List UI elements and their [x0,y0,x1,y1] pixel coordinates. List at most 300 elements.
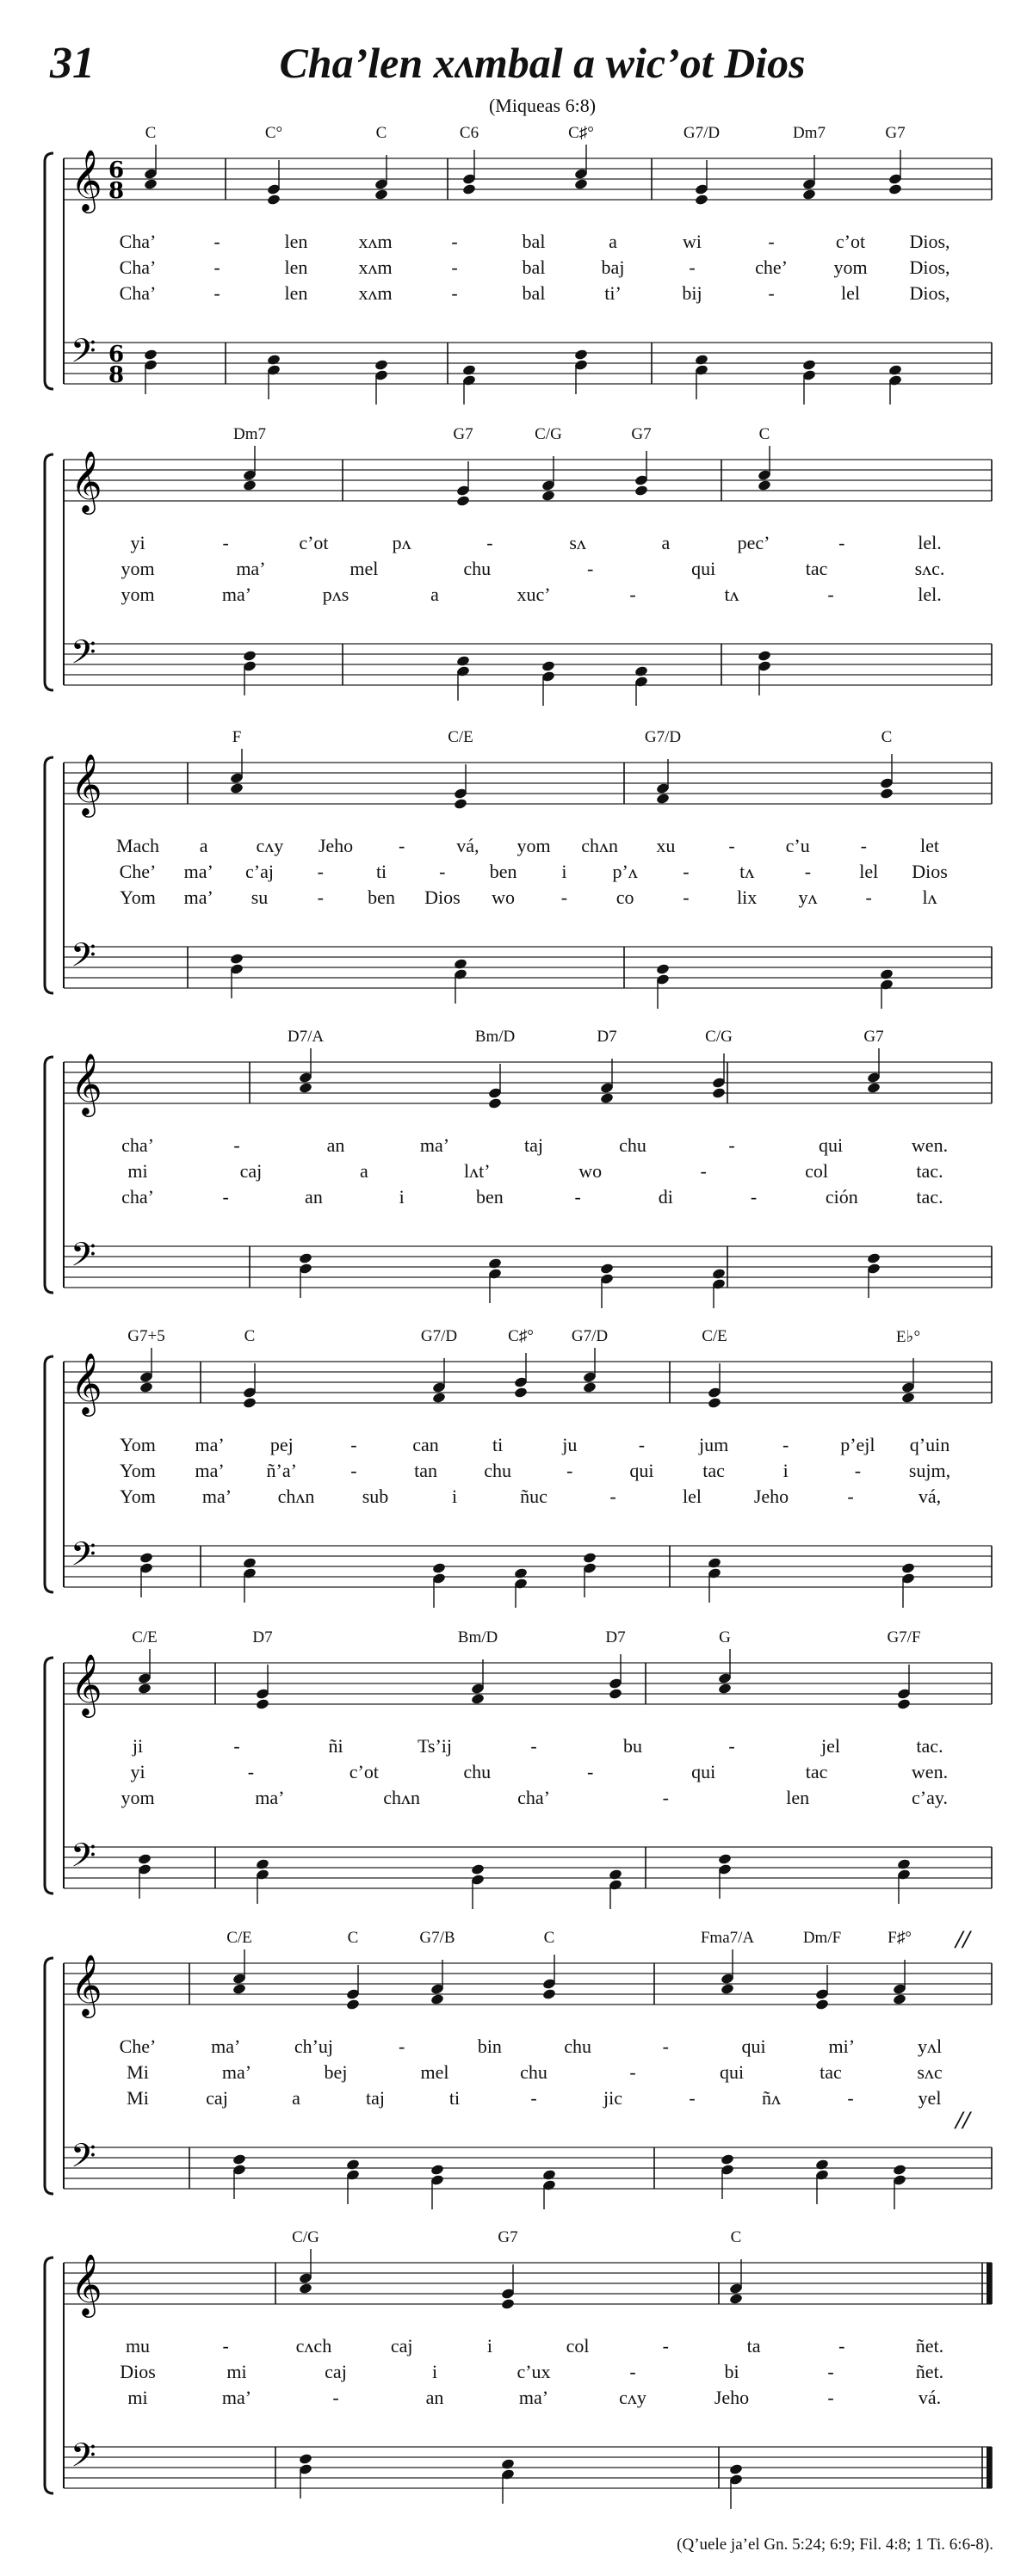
lyric-syllable: Yom [120,1460,156,1481]
lyric-syllable: ma’ [221,2061,252,2083]
lyric-syllable: wo [578,1160,603,1182]
bass-clef-icon: 𝄢 [71,633,96,679]
lyric-syllable: ji [132,1735,144,1757]
bass-note-head [542,2169,557,2181]
lyric-syllable: - [689,256,696,278]
lyric-syllable: wi [683,231,702,252]
lyric-syllable: i [561,861,567,882]
lyric-syllable: a [359,1160,368,1182]
bass-note-head [600,1263,615,1275]
lyric-syllable: qui [719,2061,745,2083]
bass-note-head [583,1552,597,1564]
lyric-syllable: cha’ [517,1787,550,1808]
lyric-syllable: Che’ [119,2035,157,2057]
bass-note-head [802,359,817,371]
lyric-syllable: vá. [918,2387,942,2408]
treble-note-head [243,1397,257,1409]
bass-note-head [712,1268,727,1280]
lyric-syllable: xuc’ [516,584,551,605]
lyric-syllable: - [689,2087,696,2109]
treble-clef-icon: 𝄞 [71,1351,102,1414]
lyric-syllable: ñet. [915,2361,944,2382]
bass-note-head [256,1858,270,1870]
lyric-syllable: i [782,1460,789,1481]
lyric-syllable: jum [698,1434,729,1455]
chord-symbol: F [232,728,242,746]
lyric-syllable: c’ot [835,231,866,252]
lyric-syllable: - [398,2035,405,2057]
chord-symbol: E♭° [895,1328,921,1346]
lyric-syllable: bal [522,282,546,304]
lyric-syllable: pʌs [322,584,349,605]
treble-note-head [729,2293,744,2305]
lyric-syllable: Cha’ [119,282,157,304]
treble-note-head [600,1092,615,1104]
chord-symbol: G7 [453,425,473,443]
lyric-syllable: len [284,231,308,252]
lyric-syllable: Che’ [119,861,157,882]
lyric-syllable: lel. [918,532,942,553]
bass-note-head [230,953,244,965]
treble-note-head [501,2298,516,2310]
lyric-syllable: a [292,2087,300,2109]
lyric-syllable: - [247,1761,255,1782]
lyric-syllable: c’u [785,835,810,856]
music-system [0,725,1033,1009]
bass-note-head [488,1257,503,1269]
lyric-syllable: ben [368,886,395,908]
lyric-syllable: Jeho [318,835,354,856]
lyric-syllable: c’ux [516,2361,551,2382]
bass-note-head [867,1252,881,1264]
bass-note-head [574,349,589,361]
lyric-syllable: - [750,1186,758,1208]
lyric-syllable: chu [619,1134,646,1156]
lyric-syllable: - [213,231,220,252]
lyric-syllable: - [451,256,458,278]
treble-note-head [230,782,244,794]
lyric-syllable: vá, [456,835,479,856]
lyric-syllable: p’ejl [840,1434,875,1455]
lyric-verse-1 [0,231,1033,255]
caesura-mark: // [956,1925,970,1954]
lyric-syllable: c’ot [299,532,329,553]
music-system [0,1324,1033,1608]
lyric-syllable: pʌ [392,532,411,553]
bass-note-head [299,1252,313,1264]
lyric-syllable: - [662,1787,669,1808]
lyric-syllable: - [574,1186,581,1208]
lyric-syllable: Yom [120,886,156,908]
lyric-syllable: co [615,886,634,908]
bass-note-head [815,2159,830,2171]
lyric-verse-3 [0,2387,1033,2411]
chord-symbol: G [719,1628,731,1646]
lyric-syllable: - [332,2387,339,2408]
treble-note-head [432,1392,447,1404]
lyric-syllable: cʌy [256,835,284,856]
chord-symbol: C/E [132,1628,158,1646]
music-system [0,1625,1033,1909]
lyric-syllable: - [560,886,568,908]
lyric-syllable: ma’ [211,2035,241,2057]
music-system [0,1024,1033,1308]
treble-clef-icon: 𝄞 [71,1052,102,1115]
lyric-syllable: - [854,1460,862,1481]
bass-note-head [758,650,772,662]
lyric-syllable: cha’ [121,1134,154,1156]
music-system [0,2225,1033,2509]
treble-clef-icon: 𝄞 [71,148,102,211]
lyric-syllable: col [805,1160,829,1182]
chord-symbol: C [347,1929,359,1947]
lyric-syllable: ma’ [195,1460,225,1481]
lyric-syllable: chʌn [277,1486,315,1507]
treble-clef-icon: 𝄞 [71,449,102,512]
lyric-syllable: cʌch [295,2335,332,2357]
lyric-syllable: let [920,835,939,856]
lyric-syllable: - [700,1160,707,1182]
music-system [0,120,1033,405]
lyric-syllable: chʌn [383,1787,421,1808]
time-signature-top: 6 [108,158,125,183]
lyric-syllable: i [451,1486,458,1507]
lyric-syllable: bej [324,2061,348,2083]
lyric-syllable: ti [492,1434,504,1455]
treble-note-head [656,793,671,805]
lyric-syllable: - [768,231,775,252]
chord-symbol: D7 [252,1628,273,1646]
lyric-syllable: yel [918,2087,942,2109]
lyric-syllable: yi [130,1761,145,1782]
lyric-syllable: ch’uj [294,2035,334,2057]
chord-symbol: G7/D [644,728,682,746]
treble-note-head [346,1998,361,2011]
time-signature-bottom: 8 [108,362,125,388]
treble-note-head [708,1397,722,1409]
lyric-syllable: - [728,1134,735,1156]
lyric-syllable: - [638,1434,646,1455]
lyric-syllable: ma’ [221,584,252,605]
chord-symbol: C/E [702,1327,727,1345]
treble-clef-icon: 𝄞 [71,2252,102,2315]
treble-note-head [718,1683,733,1695]
bass-note-head [454,958,468,970]
bass-clef-icon: 𝄢 [71,2436,96,2482]
bass-note-head [729,2463,744,2475]
treble-note-head [462,183,477,195]
lyric-syllable: ju [562,1434,578,1455]
lyric-syllable: ti’ [604,282,622,304]
lyric-syllable: Dios [912,861,948,882]
lyric-syllable: Dios [120,2361,156,2382]
bass-note-head [501,2458,516,2470]
lyric-syllable: chʌn [581,835,619,856]
lyric-syllable: ti [448,2087,461,2109]
lyric-syllable: ñet. [915,2335,944,2357]
lyric-syllable: - [439,861,446,882]
lyric-syllable: Mi [127,2087,149,2109]
lyric-syllable: caj [390,2335,413,2357]
lyric-syllable: - [683,861,690,882]
chord-symbol: C♯° [508,1327,534,1345]
lyric-syllable: Yom [120,1486,156,1507]
bass-note-head [243,1557,257,1569]
treble-note-head [471,1693,486,1705]
lyric-syllable: wen. [911,1134,949,1156]
caesura-mark: // [956,2106,970,2134]
chord-symbol: G7 [885,124,906,142]
lyric-syllable: Yom [120,1434,156,1455]
lyric-syllable: caj [325,2361,347,2382]
lyric-syllable: ben [475,1186,504,1208]
treble-note-head [867,1082,881,1094]
treble-note-head [144,178,158,190]
lyric-verse-1 [0,835,1033,859]
bass-clef-icon: 𝄢 [71,1836,96,1882]
bass-note-head [462,364,477,376]
lyric-syllable: ñʌ [762,2087,781,2109]
lyric-syllable: a [199,835,208,856]
lyric-verse-2 [0,256,1033,281]
time-signature-bottom: 8 [108,178,125,204]
lyric-syllable: bal [522,231,546,252]
bass-note-head [430,2164,445,2176]
lyric-syllable: an [326,1134,345,1156]
lyric-syllable: - [683,886,690,908]
lyric-syllable: - [847,2087,854,2109]
lyric-syllable: cha’ [121,1186,154,1208]
lyric-syllable: yom [121,1787,155,1808]
lyric-syllable: cʌy [619,2387,646,2408]
bass-note-head [880,968,894,980]
lyric-verse-1 [0,1434,1033,1458]
time-signature-top: 6 [108,342,125,368]
lyric-syllable: can [412,1434,439,1455]
lyric-syllable: lel [859,861,879,882]
bass-note-head [346,2159,361,2171]
treble-clef-icon: 𝄞 [71,1953,102,2016]
lyric-syllable: - [317,886,324,908]
lyric-syllable: ma’ [236,558,266,579]
treble-note-head [721,1983,735,1995]
lyric-syllable: Ts’ij [417,1735,453,1757]
bass-note-head [718,1853,733,1865]
chord-symbol: C [543,1929,555,1947]
lyric-verse-2 [0,1160,1033,1184]
treble-note-head [880,788,894,800]
lyric-syllable: - [728,835,735,856]
lyric-syllable: jel [821,1735,840,1757]
music-system [0,1925,1033,2209]
lyric-syllable: Mach [115,835,160,856]
lyric-syllable: mel [349,558,379,579]
lyric-syllable: len [786,1787,810,1808]
chord-symbol: D7 [605,1628,626,1646]
bass-note-head [138,1853,152,1865]
chord-symbol: C° [264,124,283,142]
lyric-syllable: ta [746,2335,761,2357]
lyric-verse-1 [0,2335,1033,2359]
lyric-syllable: - [838,2335,845,2357]
lyric-verse-2 [0,558,1033,582]
lyric-syllable: ma’ [518,2387,549,2408]
treble-note-head [609,1688,623,1700]
lyric-syllable: - [629,2061,636,2083]
lyric-syllable: mel [420,2061,449,2083]
treble-note-head [583,1381,597,1393]
lyric-syllable: sʌc. [914,558,945,579]
lyric-syllable: Dios, [909,256,950,278]
lyric-syllable: - [827,2387,834,2408]
bass-note-head [514,1567,529,1579]
lyric-syllable: - [233,1735,240,1757]
lyric-syllable: - [768,282,775,304]
treble-note-head [897,1698,912,1710]
lyric-syllable: bin [477,2035,502,2057]
treble-note-head [488,1097,503,1109]
lyric-syllable: i [431,2361,438,2382]
treble-note-head [243,479,257,491]
bass-note-head [888,364,903,376]
lyric-verse-2 [0,1761,1033,1785]
lyric-syllable: c’ay. [912,1787,948,1808]
lyric-syllable: che’ [755,256,788,278]
lyric-syllable: Cha’ [119,256,157,278]
lyric-syllable: - [838,532,845,553]
lyric-verse-1 [0,532,1033,556]
lyric-syllable: - [451,282,458,304]
treble-note-head [634,485,649,497]
lyric-verse-1 [0,1735,1033,1759]
lyric-syllable: qui [629,1460,654,1481]
bass-note-head [144,349,158,361]
lyric-syllable: Cha’ [119,231,157,252]
lyric-syllable: - [860,835,867,856]
treble-note-head [901,1392,916,1404]
lyric-verse-3 [0,584,1033,608]
treble-clef-icon: 𝄞 [71,1652,102,1715]
lyric-verse-3 [0,1787,1033,1811]
chord-symbol: Dm7 [793,124,826,142]
lyric-syllable: wen. [911,1761,949,1782]
bass-note-head [456,655,471,667]
lyric-syllable: qui [691,558,716,579]
treble-note-head [267,194,281,206]
lyric-syllable: - [222,532,229,553]
lyric-syllable: bij [682,282,702,304]
lyric-syllable: xʌm [358,231,393,252]
chord-symbol: G7/D [571,1327,609,1345]
lyric-syllable: lel [841,282,860,304]
lyric-syllable: ti [375,861,387,882]
treble-note-head [893,1993,907,2005]
lyric-syllable: sʌc [917,2061,943,2083]
bass-clef-icon: 𝄢 [71,331,96,378]
lyric-syllable: - [728,1735,735,1757]
lyric-syllable: tac [820,2061,842,2083]
lyric-syllable: - [398,835,405,856]
treble-note-head [695,194,709,206]
lyric-syllable: c’ot [349,1761,379,1782]
lyric-syllable: ñuc [520,1486,547,1507]
treble-note-head [139,1381,154,1393]
lyric-verse-3 [0,2087,1033,2111]
lyric-syllable: tan [414,1460,437,1481]
lyric-syllable: yom [833,256,868,278]
lyric-syllable: Jeho [753,1486,789,1507]
lyric-syllable: - [222,2335,229,2357]
lyric-syllable: - [804,861,812,882]
lyric-syllable: chu [463,558,492,579]
lyric-syllable: chu [463,1761,492,1782]
lyric-syllable: bi [724,2361,739,2382]
final-barline [987,2447,992,2488]
lyric-syllable: len [284,282,308,304]
lyric-syllable: - [233,1134,240,1156]
bass-note-head [901,1562,916,1574]
lyric-verse-3 [0,282,1033,306]
chord-symbol: C/E [226,1929,252,1947]
hymn-number: 31 [50,39,95,88]
lyric-syllable: - [662,2035,669,2057]
scripture-reference: (Q’uele ja’el Gn. 5:24; 6:9; Fil. 4:8; 1 Ti. 6:6-8). [677,2536,993,2554]
lyric-syllable: - [222,1186,229,1208]
lyric-syllable: a [609,231,617,252]
chord-symbol: G7 [631,425,652,443]
chord-symbol: F♯° [888,1929,912,1947]
lyric-syllable: ma’ [183,861,213,882]
lyric-syllable: qui [818,1134,844,1156]
lyric-syllable: chu [520,2061,547,2083]
hymn-subtitle: (Miqueas 6:8) [488,95,597,116]
lyric-verse-2 [0,1460,1033,1484]
lyric-syllable: - [350,1434,357,1455]
bass-note-head [656,963,671,975]
lyric-syllable: ñ’a’ [266,1460,297,1481]
lyric-syllable: jic [603,2087,622,2109]
lyric-syllable: - [827,2361,834,2382]
chord-symbol: G7/F [887,1628,921,1646]
bass-note-head [897,1858,912,1870]
lyric-syllable: ma’ [195,1434,225,1455]
lyric-syllable: ma’ [221,2387,252,2408]
final-barline [987,2263,992,2304]
chord-symbol: G7 [863,1028,884,1046]
chord-symbol: Fma7/A [700,1929,755,1947]
lyric-syllable: bu [623,1735,642,1757]
lyric-syllable: - [486,532,493,553]
lyric-syllable: p’ʌ [612,861,638,882]
chord-symbol: G7/D [683,124,721,142]
lyric-syllable: xu [656,835,676,856]
chord-symbol: C [244,1327,256,1345]
treble-clef-icon: 𝄞 [71,752,102,815]
lyric-syllable: taj [524,1134,543,1156]
treble-note-head [374,188,389,201]
lyric-syllable: qui [691,1761,716,1782]
lyric-syllable: mu [125,2335,151,2357]
lyric-syllable: pej [269,1434,294,1455]
chord-symbol: C [730,2228,742,2246]
lyric-syllable: - [451,231,458,252]
lyric-verse-2 [0,2361,1033,2385]
lyric-syllable: ben [489,861,517,882]
chord-symbol: D7 [597,1028,617,1046]
bass-note-head [243,650,257,662]
chord-symbol: C [375,124,387,142]
lyric-syllable: pec’ [737,532,770,553]
